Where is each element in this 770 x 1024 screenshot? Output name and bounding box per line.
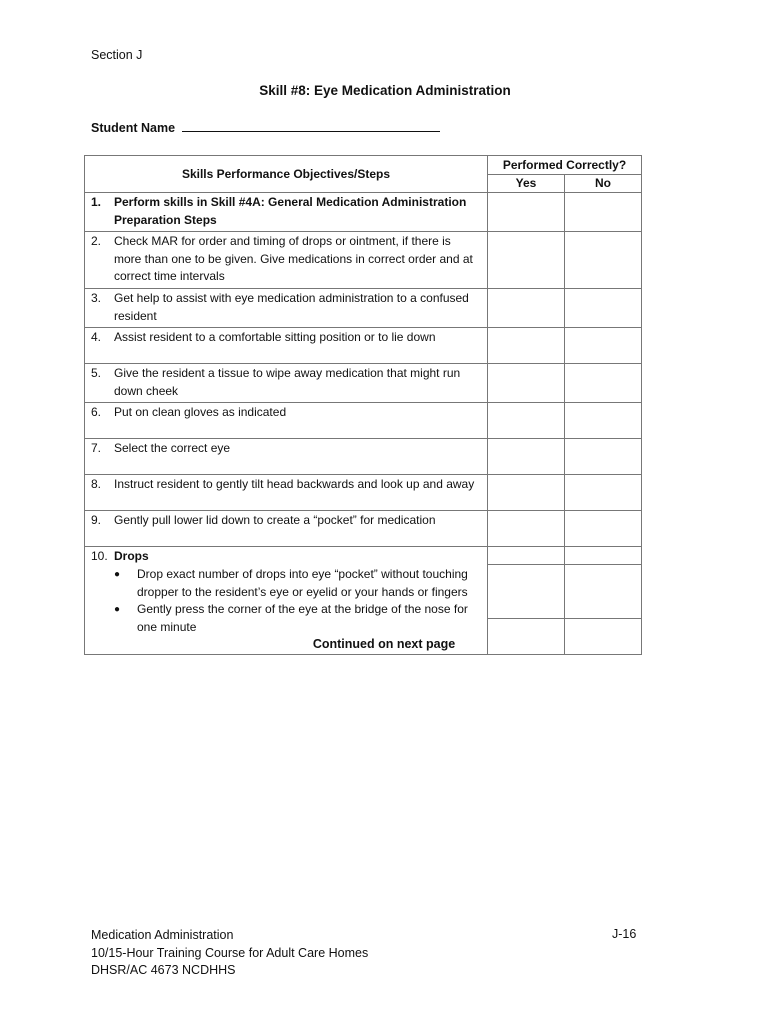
table-row xyxy=(85,475,642,511)
student-name-label: Student Name xyxy=(91,121,176,135)
no-checkbox-cell[interactable] xyxy=(565,328,642,364)
step-text: Instruct resident to gently tilt head backwards and look up and away xyxy=(114,477,475,492)
no-checkbox-cell[interactable] xyxy=(565,565,642,619)
step-text: Put on clean gloves as indicated xyxy=(114,405,287,420)
footer xyxy=(91,927,368,980)
table-row xyxy=(85,328,642,364)
no-checkbox-cell[interactable] xyxy=(565,511,642,547)
yes-checkbox-cell[interactable] xyxy=(488,511,565,547)
step-text: Select the correct eye xyxy=(114,441,231,456)
step-number: 3. xyxy=(91,290,102,305)
step-text: Perform skills in Skill #4A: General Medication Administration Preparation Steps xyxy=(114,195,467,227)
table-row xyxy=(85,193,642,232)
no-checkbox-cell[interactable] xyxy=(565,439,642,475)
table-row xyxy=(85,232,642,289)
yes-checkbox-cell[interactable] xyxy=(488,547,565,565)
student-name-blank-line[interactable] xyxy=(182,120,440,132)
table-row xyxy=(85,439,642,475)
yes-checkbox-cell[interactable] xyxy=(488,439,565,475)
yes-checkbox-cell[interactable] xyxy=(488,403,565,439)
no-checkbox-cell[interactable] xyxy=(565,475,642,511)
no-checkbox-cell[interactable] xyxy=(565,288,642,327)
no-checkbox-cell[interactable] xyxy=(565,547,642,565)
step-text: Check MAR for order and timing of drops or ointment, if there is more than one to be given. Give medications in correct order and at correct time intervals xyxy=(114,234,473,284)
step-number: 7. xyxy=(91,441,102,456)
yes-column-header: Yes xyxy=(488,174,565,193)
list-item: ● Gently press the corner of the eye at the bridge of the nose for one minute xyxy=(114,601,481,636)
no-checkbox-cell[interactable] xyxy=(565,403,642,439)
no-checkbox-cell[interactable] xyxy=(565,364,642,403)
yes-checkbox-cell[interactable] xyxy=(488,193,565,232)
table-row xyxy=(85,547,642,565)
page-number: J-16 xyxy=(612,927,637,941)
step-number: 2. xyxy=(91,234,102,249)
yes-checkbox-cell[interactable] xyxy=(488,364,565,403)
list-item: ● Drop exact number of drops into eye “pocket” without touching dropper to the resident’s eye or eyelid or your hands or fingers xyxy=(114,566,481,601)
no-checkbox-cell[interactable] xyxy=(565,232,642,289)
step-number: 6. xyxy=(91,405,102,420)
skills-checklist-table xyxy=(84,155,642,655)
step-text: Assist resident to a comfortable sitting position or to lie down xyxy=(114,330,436,345)
table-row xyxy=(85,364,642,403)
continued-note: Continued on next page xyxy=(312,637,456,651)
table-row xyxy=(85,288,642,327)
steps-column-header: Skills Performance Objectives/Steps xyxy=(85,156,488,193)
step-text: Gently pull lower lid down to create a “pocket” for medication xyxy=(114,513,436,528)
page-title: Skill #8: Eye Medication Administration xyxy=(259,83,511,98)
section-label: Section J xyxy=(91,48,143,62)
footer-line: 10/15-Hour Training Course for Adult Care Homes xyxy=(91,945,369,960)
bullet-icon: ● xyxy=(114,604,121,616)
table-row xyxy=(85,403,642,439)
no-checkbox-cell[interactable] xyxy=(565,193,642,232)
step-number: 9. xyxy=(91,513,102,528)
step-number: 4. xyxy=(91,330,102,345)
performed-correctly-header: Performed Correctly? xyxy=(488,156,642,175)
yes-checkbox-cell[interactable] xyxy=(488,475,565,511)
yes-checkbox-cell[interactable] xyxy=(488,328,565,364)
step-number: 8. xyxy=(91,477,102,492)
step-text: Give the resident a tissue to wipe away medication that might run down cheek xyxy=(114,366,461,398)
step-number: 10. xyxy=(91,549,108,564)
yes-checkbox-cell[interactable] xyxy=(488,565,565,619)
drops-bullet-list xyxy=(91,566,481,636)
footer-line: DHSR/AC 4673 NCDHHS xyxy=(91,963,236,977)
step-text: Get help to assist with eye medication administration to a confused resident xyxy=(114,290,469,323)
student-name-field[interactable] xyxy=(91,120,440,135)
no-column-header: No xyxy=(565,174,642,193)
yes-checkbox-cell[interactable] xyxy=(488,232,565,289)
bullet-icon: ● xyxy=(114,568,121,580)
footer-line: Medication Administration xyxy=(91,928,234,942)
yes-checkbox-cell[interactable] xyxy=(488,288,565,327)
step-number: 1. xyxy=(91,195,102,209)
step-text: Drops xyxy=(114,549,149,564)
table-row xyxy=(85,511,642,547)
step-number: 5. xyxy=(91,366,102,381)
